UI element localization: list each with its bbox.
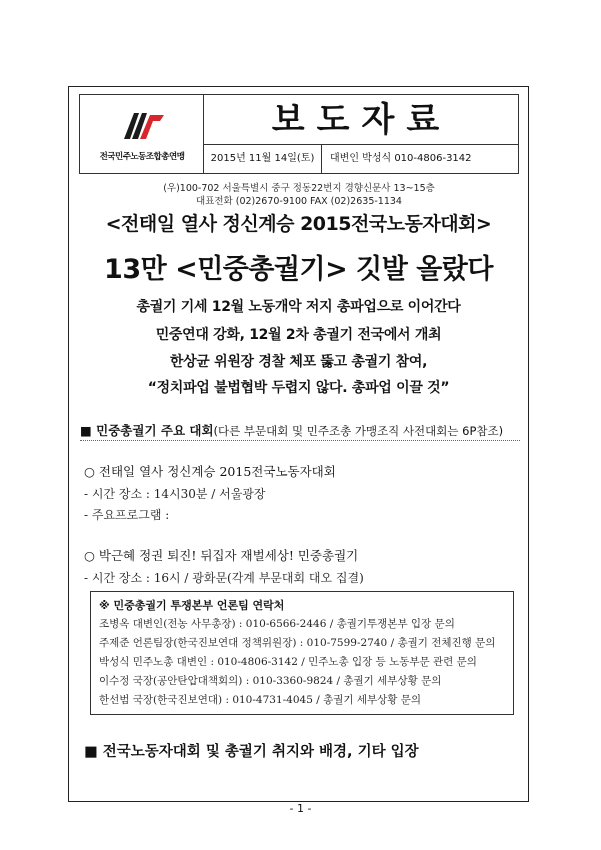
media-contact-line: 조병옥 대변인(전농 사무총장) : 010-6566-2446 / 총궐기투쟁본부 입장 문의: [99, 618, 455, 630]
event-2-time-place: - 시간 장소 : 16시 / 광화문(각계 부문대회 대오 집결): [84, 571, 364, 585]
event-2-title: ○ 박근혜 정권 퇴진! 뒤집자 재벌세상! 민중총궐기: [84, 548, 359, 563]
subhead-4: “정치파업 불법협박 두렵지 않다. 총파업 이끌 것”: [147, 380, 450, 396]
press-header: [79, 94, 519, 174]
spokesperson-contact: 대변인 박성식 010-4806-3142: [330, 153, 472, 164]
event-1-title: ○ 전태일 열사 정신계승 2015전국노동자대회: [84, 464, 336, 479]
media-contact-box: [90, 591, 514, 715]
media-contact-line: 주제준 언론팀장(한국진보연대 정책위원장) : 010-7599-2740 / 총궐기 전체진행 문의: [99, 637, 496, 649]
headline-line-2: 13만 <민중총궐기> 깃발 올랐다: [104, 254, 493, 285]
release-date: 2015년 11월 14일(토): [204, 145, 322, 173]
media-contact-title: ※ 민중총궐기 투쟁본부 언론팀 연락처: [99, 599, 285, 612]
media-contact-line: 이수정 국장(공안탄압대책회의) : 010-3360-9824 / 총궐기 세부상황 문의: [99, 675, 442, 687]
page-number: - 1 -: [289, 802, 312, 815]
section-background-title: ■ 전국노동자대회 및 총궐기 취지와 배경, 기타 입장: [84, 744, 419, 760]
section-main-events-title: ■ 민중총궐기 주요 대회: [80, 423, 214, 438]
event-1-program: - 주요프로그램 :: [84, 508, 170, 522]
media-contact-line: 박성식 민주노총 대변인 : 010-4806-3142 / 민주노총 입장 등 노동부문 관련 문의: [99, 656, 477, 668]
section-main-events: [80, 421, 503, 439]
subhead-1: 총궐기 기세 12월 노동개악 저지 총파업으로 이어간다: [136, 299, 461, 315]
section-main-events-note: (다른 부문대회 및 민주조총 가맹조직 사전대회는 6P참조): [213, 424, 504, 438]
address-line: (우)100-702 서울특별시 중구 정동22번지 경향신문사 13~15층: [163, 183, 435, 194]
media-contact-line: 한선범 국장(한국진보연대) : 010-4731-4045 / 총궐기 세부상황 문의: [99, 694, 422, 706]
subhead-3: 한상균 위원장 경찰 체포 뚫고 총궐기 참여,: [169, 354, 428, 370]
phone-fax-line: 대표전화 (02)2670-9100 FAX (02)2635-1134: [196, 196, 402, 207]
logo-area: [80, 95, 204, 173]
event-1-time-place: - 시간 장소 : 14시30분 / 서울광장: [84, 487, 266, 501]
section-divider: [80, 440, 520, 441]
subhead-2: 민중연대 강화, 12월 2차 총궐기 전국에서 개최: [155, 327, 442, 343]
org-name: 전국민주노동조합총연맹: [99, 152, 185, 162]
kctu-logo-icon: [120, 109, 166, 143]
press-release-title: 보도자료: [204, 95, 519, 145]
headline-line-1: <전태일 열사 정신계승 2015전국노동자대회>: [105, 213, 492, 235]
